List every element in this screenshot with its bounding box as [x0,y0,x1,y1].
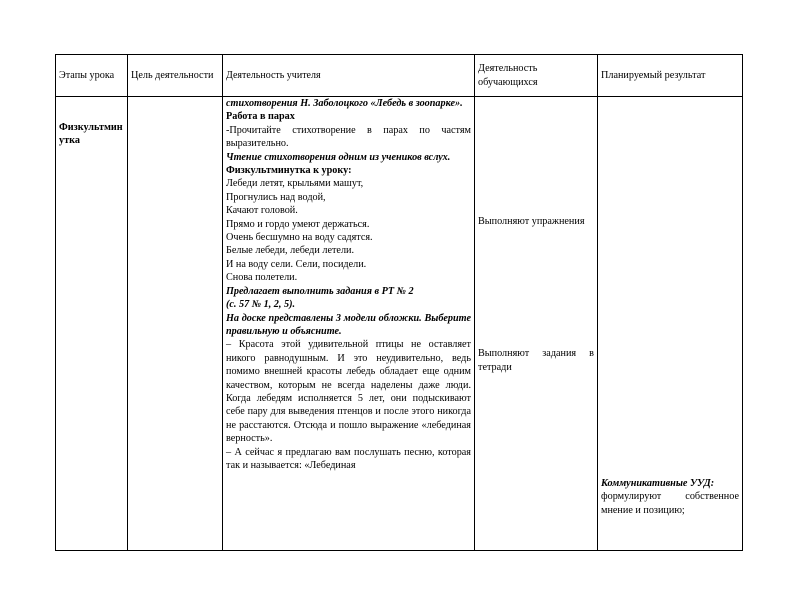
swan-paragraph: – Красота этой удивительной птицы не оставляет никого равнодушным. И это неудивительно, ведь помимо внешней красоты лебедь обладает еще одним качеством, которым не всегда наделены даже люди. Когда лебедям исполняется 5 лет, они подыскивают себе пару для выведения птенцов и после этого никогда не расстаются. Отсюда и пошло выражение «лебединая верность». [226,339,471,445]
teacher-activity-cell [223,97,475,551]
header-planned-result: Планируемый результат [598,55,743,97]
planned-result-cell [598,97,743,551]
stage-cell [56,97,128,551]
header-goal: Цель деятельности [128,55,223,97]
header-teacher-activity: Деятельность учителя [223,55,475,97]
song-paragraph: – А сейчас я предлагаю вам послушать песню, которая так и называется: «Лебединая [226,446,471,471]
exercise-line: Белые лебеди, лебеди летели. [226,245,355,257]
exercise-line: Качают головой. [226,205,298,217]
exercise-line: Очень бесшумно на воду садятся. [226,232,373,244]
result-heading: Коммуникативные УУД: [601,478,715,489]
student-activity-cell [475,97,598,551]
goal-cell [128,97,223,551]
student-activity-notebook: Выполняют задания в тетради [478,348,594,373]
board-task: На доске представлены 3 модели обложки. Выберите правильную и объясните. [226,312,471,337]
exercise-line: Снова полетели. [226,272,298,284]
result-text: формулируют собственное мнение и позицию; [601,491,739,516]
exercise-line: Прямо и гордо умеют держаться. [226,218,370,230]
exercise-line: И на воду сели. Сели, посидели. [226,258,367,270]
exercise-line: Лебеди летят, крыльями машут, [226,178,364,190]
pair-work-task: -Прочитайте стихотворение в парах по частям выразительно. [226,124,471,150]
poem-title: стихотворения Н. Заболоцкого «Лебедь в зоопарке». [226,98,463,109]
table-header-row [56,55,743,97]
header-stage: Этапы урока [56,55,128,97]
student-activity-exercises: Выполняют упражнения [478,216,585,227]
workbook-reference: (с. 57 № 1, 2, 5). [226,299,296,311]
fizminutka-heading: Физкультминутка к уроку: [226,165,352,177]
pair-work-heading: Работа в парах [226,111,295,123]
lesson-plan-table [55,54,743,551]
workbook-task: Предлагает выполнить задания в РТ № 2 [226,285,414,297]
exercise-line: Прогнулись над водой, [226,191,326,203]
reading-note: Чтение стихотворения одним из учеников вслух. [226,151,451,163]
header-student-activity: Деятельность обучающихся [475,55,598,97]
table-row [56,97,743,551]
stage-name: Физкультминутка [59,122,123,147]
